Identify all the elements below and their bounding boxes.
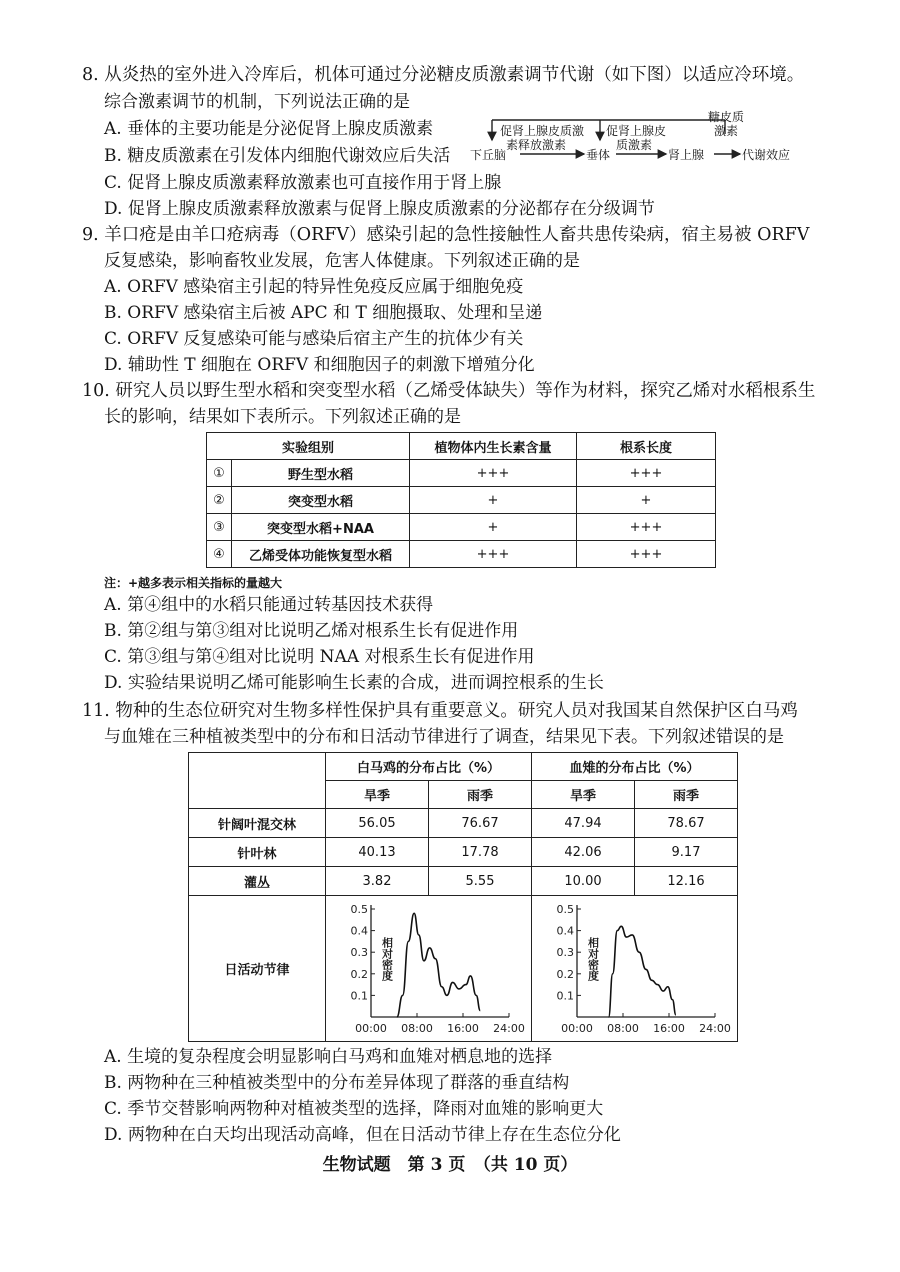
- y-tick-label: 0.1: [350, 988, 368, 1002]
- y-tick-label: 0.4: [556, 924, 574, 938]
- y-tick-label: 0.2: [556, 967, 574, 981]
- q9-option-b: B. ORFV 感染宿主后被 APC 和 T 细胞摄取、处理和呈递: [104, 303, 543, 323]
- row-num: ①: [207, 460, 232, 487]
- q11-header-dry-1: 旱季: [326, 781, 429, 809]
- row-num: ③: [207, 514, 232, 541]
- q10-option-c: C. 第③组与第④组对比说明 NAA 对根系生长有促进作用: [104, 647, 535, 667]
- q9-option-c: C. ORFV 反复感染可能与感染后宿主产生的抗体少有关: [104, 329, 524, 349]
- q10-stem-line1: 10. 研究人员以野生型水稻和突变型水稻（乙烯受体缺失）等作为材料，探究乙烯对水稻根系生: [82, 381, 816, 401]
- chart-cell-species1: [326, 896, 532, 1042]
- q8-option-c: C. 促肾上腺皮质激素释放激素也可直接作用于肾上腺: [104, 173, 502, 193]
- q10-table-note: 注：+越多表示相关指标的量越大: [104, 576, 283, 590]
- row-activity-label: 日活动节律: [189, 896, 326, 1042]
- q9-option-d: D. 辅助性 T 细胞在 ORFV 和细胞因子的刺激下增殖分化: [104, 355, 535, 375]
- table-row: [189, 867, 738, 896]
- cell-value: 9.17: [635, 838, 738, 867]
- row-group: 突变型水稻: [232, 487, 410, 514]
- q11-stem-line2: 与血雉在三种植被类型中的分布和日活动节律进行了调查，结果见下表。下列叙述错误的是: [104, 727, 784, 747]
- table-row: [207, 541, 716, 568]
- x-tick-label: 24:00: [698, 1021, 731, 1035]
- label-gc-1: 糖皮质: [708, 110, 745, 124]
- activity-series-line: [608, 926, 675, 1017]
- q11-option-b: B. 两物种在三种植被类型中的分布差异体现了群落的垂直结构: [104, 1073, 570, 1093]
- cell-value: 10.00: [532, 867, 635, 896]
- y-tick-label: 0.5: [350, 902, 368, 916]
- activity-series-line: [396, 913, 479, 1017]
- activity-chart-species2: [533, 899, 737, 1039]
- q10-header-root: 根系长度: [577, 433, 716, 460]
- x-tick-label: 08:00: [606, 1021, 639, 1035]
- row-auxin: +: [410, 487, 577, 514]
- q11-table: [188, 752, 738, 1042]
- table-row: [189, 809, 738, 838]
- label-gc-2: 激素: [714, 124, 739, 138]
- y-tick-label: 0.3: [350, 945, 368, 959]
- q10-option-a: A. 第④组中的水稻只能通过转基因技术获得: [104, 595, 434, 615]
- q8-option-b: B. 糖皮质激素在引发体内细胞代谢效应后失活: [104, 146, 451, 166]
- q11-header-rainy-2: 雨季: [635, 781, 738, 809]
- row-group: 突变型水稻+NAA: [232, 514, 410, 541]
- row-auxin: +++: [410, 541, 577, 568]
- row-root: +++: [577, 541, 716, 568]
- q11-header-species2: 血雉的分布占比（%）: [532, 753, 738, 781]
- cell-value: 40.13: [326, 838, 429, 867]
- page-footer: 生物试题 第 3 页 （共 10 页）: [322, 1155, 578, 1175]
- q9-stem-line2: 反复感染，影响畜牧业发展，危害人体健康。下列叙述正确的是: [104, 251, 580, 271]
- q10-option-b: B. 第②组与第③组对比说明乙烯对根系生长有促进作用: [104, 621, 519, 641]
- row-root: +++: [577, 514, 716, 541]
- x-tick-label: 24:00: [492, 1021, 525, 1035]
- q8-stem-line1: 8. 从炎热的室外进入冷库后，机体可通过分泌糖皮质激素调节代谢（如下图）以适应冷环境。: [82, 65, 805, 85]
- cell-value: 17.78: [429, 838, 532, 867]
- q8-option-d: D. 促肾上腺皮质激素释放激素与促肾上腺皮质激素的分泌都存在分级调节: [104, 199, 655, 219]
- q8-option-a: A. 垂体的主要功能是分泌促肾上腺皮质激素: [104, 119, 434, 139]
- row-root: +: [577, 487, 716, 514]
- label-acth-2: 质激素: [616, 138, 653, 152]
- row-auxin: +: [410, 514, 577, 541]
- cell-value: 56.05: [326, 809, 429, 838]
- q11-option-d: D. 两物种在白天均出现活动高峰，但在日活动节律上存在生态位分化: [104, 1125, 621, 1145]
- q10-stem-line2: 长的影响，结果如下表所示。下列叙述正确的是: [104, 407, 461, 427]
- q10-header-auxin: 植物体内生长素含量: [410, 433, 577, 460]
- q10-header-group: 实验组别: [207, 433, 410, 460]
- label-acth-1: 促肾上腺皮: [606, 124, 667, 138]
- cell-value: 12.16: [635, 867, 738, 896]
- y-tick-label: 0.5: [556, 902, 574, 916]
- table-row: [207, 514, 716, 541]
- row-num: ④: [207, 541, 232, 568]
- row-vegetation: 灌丛: [189, 867, 326, 896]
- row-root: +++: [577, 460, 716, 487]
- x-tick-label: 16:00: [652, 1021, 685, 1035]
- cell-value: 76.67: [429, 809, 532, 838]
- y-tick-label: 0.4: [350, 924, 368, 938]
- table-row: [189, 838, 738, 867]
- row-group: 野生型水稻: [232, 460, 410, 487]
- label-crh-2: 素释放激素: [506, 138, 567, 152]
- node-pituitary: 垂体: [586, 148, 611, 162]
- q9-stem-line1: 9. 羊口疮是由羊口疮病毒（ORFV）感染引起的急性接触性人畜共患传染病，宿主易被 ORFV: [82, 225, 810, 245]
- row-group: 乙烯受体功能恢复型水稻: [232, 541, 410, 568]
- cell-value: 5.55: [429, 867, 532, 896]
- table-row: [207, 487, 716, 514]
- cell-value: 78.67: [635, 809, 738, 838]
- cell-value: 3.82: [326, 867, 429, 896]
- q8-stem-line2: 综合激素调节的机制，下列说法正确的是: [104, 92, 410, 112]
- hormone-regulation-diagram: [470, 112, 810, 182]
- q11-option-c: C. 季节交替影响两物种对植被类型的选择，降雨对血雉的影响更大: [104, 1099, 604, 1119]
- q11-header-species1: 白马鸡的分布占比（%）: [326, 753, 532, 781]
- table-row: [189, 896, 738, 1042]
- x-tick-label: 16:00: [446, 1021, 479, 1035]
- chart-cell-species2: [532, 896, 738, 1042]
- q9-option-a: A. ORFV 感染宿主引起的特异性免疫反应属于细胞免疫: [104, 277, 524, 297]
- row-auxin: +++: [410, 460, 577, 487]
- activity-chart-species1: [327, 899, 531, 1039]
- y-tick-label: 0.3: [556, 945, 574, 959]
- q10-option-d: D. 实验结果说明乙烯可能影响生长素的合成，进而调控根系的生长: [104, 673, 604, 693]
- cell-value: 47.94: [532, 809, 635, 838]
- y-axis-label: 相对密度: [586, 936, 599, 981]
- q11-header-rainy-1: 雨季: [429, 781, 532, 809]
- cell-value: 42.06: [532, 838, 635, 867]
- x-tick-label: 00:00: [560, 1021, 593, 1035]
- x-tick-label: 00:00: [354, 1021, 387, 1035]
- row-num: ②: [207, 487, 232, 514]
- y-tick-label: 0.1: [556, 988, 574, 1002]
- row-vegetation: 针阔叶混交林: [189, 809, 326, 838]
- q10-table: [206, 432, 716, 568]
- q11-option-a: A. 生境的复杂程度会明显影响白马鸡和血雉对栖息地的选择: [104, 1047, 553, 1067]
- node-hypothalamus: 下丘脑: [470, 148, 507, 162]
- q11-corner-cell: [189, 753, 326, 809]
- q11-header-dry-2: 旱季: [532, 781, 635, 809]
- x-tick-label: 08:00: [400, 1021, 433, 1035]
- row-vegetation: 针叶林: [189, 838, 326, 867]
- label-crh-1: 促肾上腺皮质激: [500, 124, 585, 138]
- node-adrenal: 肾上腺: [668, 148, 705, 162]
- table-row: [207, 460, 716, 487]
- y-tick-label: 0.2: [350, 967, 368, 981]
- y-axis-label: 相对密度: [380, 936, 393, 981]
- node-metabolic-effect: 代谢效应: [742, 148, 791, 162]
- q11-stem-line1: 11. 物种的生态位研究对生物多样性保护具有重要意义。研究人员对我国某自然保护区白马鸡: [82, 701, 798, 721]
